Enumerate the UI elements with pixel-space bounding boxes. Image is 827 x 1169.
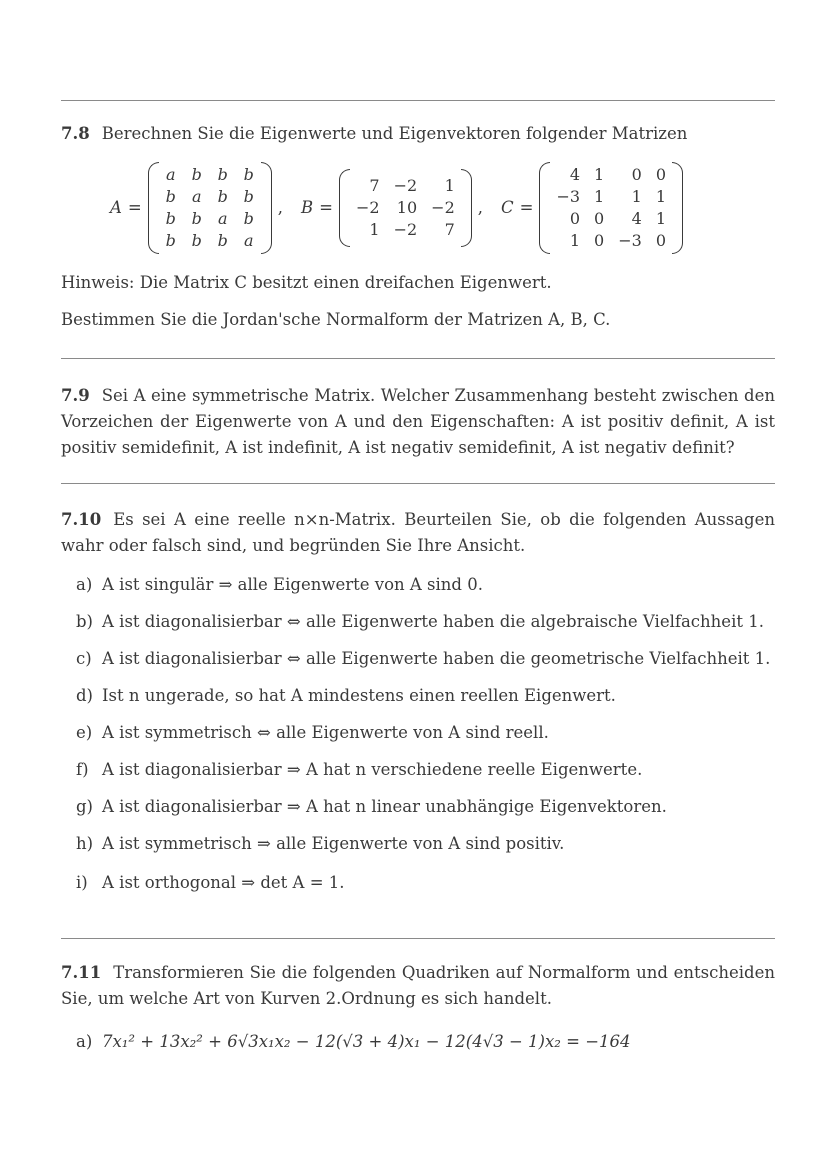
- item-label: a): [76, 1032, 93, 1051]
- item-text: A ist singulär ⇒ alle Eigenwerte von A sind 0.: [102, 575, 483, 594]
- problem-7-11-statement: [61, 960, 775, 1012]
- item-text: A ist orthogonal ⇒ det A = 1.: [102, 873, 345, 892]
- item-label: i): [76, 873, 88, 892]
- matrix-entry: b: [191, 209, 202, 228]
- item-text: A ist diagonalisierbar ⇒ A hat n linear unabhängige Eigenvektoren.: [102, 797, 667, 816]
- matrix-entry: 0: [655, 231, 667, 250]
- list-item: [76, 794, 667, 820]
- matrix-entry: 0: [569, 209, 581, 228]
- item-text: A ist symmetrisch ⇒ alle Eigenwerte von A sind positiv.: [102, 834, 565, 853]
- matrix-entry: b: [243, 165, 254, 184]
- item-label: f): [76, 760, 89, 779]
- item-label: d): [76, 686, 93, 705]
- problem-text: Transformieren Sie die folgenden Quadriken auf Normalform und entscheiden Sie, um welche Art von Kurven 2.Ordnung es sich handelt.: [61, 963, 775, 1008]
- matrix-a: [148, 162, 272, 254]
- matrix-entry: 0: [655, 165, 667, 184]
- matrix-entry: a: [243, 231, 254, 250]
- matrix-entry: 1: [631, 187, 642, 206]
- item-text: A ist diagonalisierbar ⇔ alle Eigenwerte haben die geometrische Vielfachheit 1.: [102, 649, 771, 668]
- problem-number: 7.10: [61, 510, 102, 529]
- matrix-entry: −2: [431, 198, 455, 217]
- matrix-entry: 0: [594, 209, 605, 228]
- matrix-entry: 1: [655, 187, 667, 206]
- matrix-entry: 7: [444, 220, 455, 239]
- equals-sign: =: [519, 198, 534, 217]
- list-item: [76, 572, 483, 598]
- list-item: [76, 720, 549, 746]
- matrix-entry: b: [191, 231, 202, 250]
- matrix-entry: b: [217, 165, 228, 184]
- matrix-entry: −2: [393, 220, 418, 239]
- list-item: [76, 831, 564, 857]
- item-formula: 7x₁² + 13x₂² + 6√3x₁x₂ − 12(√3 + 4)x₁ − 12(4√3 − 1)x₂ = −164: [102, 1032, 631, 1051]
- matrix-entry: 1: [655, 209, 667, 228]
- list-item: [76, 757, 642, 783]
- problem-number: 7.11: [61, 963, 102, 982]
- matrix-entry: 0: [594, 231, 605, 250]
- matrix-entry: 7: [369, 176, 380, 195]
- divider-7-10: [61, 483, 775, 484]
- problem-number: 7.9: [61, 386, 90, 405]
- matrix-c-entries: [550, 162, 672, 254]
- item-label: e): [76, 723, 93, 742]
- matrix-entry: 4: [631, 209, 642, 228]
- matrix-entry: −3: [618, 231, 642, 250]
- list-item: [76, 646, 770, 672]
- matrix-entry: b: [165, 209, 176, 228]
- matrix-entry: b: [243, 187, 254, 206]
- problem-text: Es sei A eine reelle n×n-Matrix. Beurteilen Sie, ob die folgenden Aussagen wahr oder falsch sind, und begründen Sie Ihre Ansicht.: [61, 510, 775, 555]
- divider-7-9: [61, 358, 775, 359]
- matrix-entry: a: [217, 209, 228, 228]
- matrix-b-name: B: [301, 198, 314, 217]
- matrix-entry: b: [243, 209, 254, 228]
- matrix-a-entries: [159, 162, 261, 254]
- item-text: Ist n ungerade, so hat A mindestens einen reellen Eigenwert.: [102, 686, 616, 705]
- problem-text: Berechnen Sie die Eigenwerte und Eigenvektoren folgender Matrizen: [101, 124, 688, 143]
- list-item: [76, 870, 345, 896]
- matrix-entry: −2: [393, 176, 418, 195]
- matrix-entry: 1: [594, 187, 605, 206]
- matrix-c: [539, 162, 683, 254]
- item-label: c): [76, 649, 92, 668]
- equals-sign: =: [127, 198, 142, 217]
- list-item: [76, 683, 616, 709]
- matrix-entry: b: [165, 187, 176, 206]
- problem-7-9-statement: [61, 383, 775, 461]
- matrix-entry: b: [217, 187, 228, 206]
- item-label: b): [76, 612, 93, 631]
- matrix-entry: 1: [444, 176, 455, 195]
- item-text: A ist diagonalisierbar ⇒ A hat n verschiedene reelle Eigenwerte.: [102, 760, 643, 779]
- matrix-entry: b: [191, 165, 202, 184]
- item-label: g): [76, 797, 93, 816]
- matrix-entry: a: [191, 187, 202, 206]
- problem-7-8-hint: Hinweis: Die Matrix C besitzt einen dreifachen Eigenwert.: [61, 273, 552, 292]
- matrix-c-name: C: [501, 198, 514, 217]
- matrix-entry: b: [217, 231, 228, 250]
- problem-7-8-statement: [61, 121, 687, 147]
- item-label: a): [76, 575, 93, 594]
- item-label: h): [76, 834, 94, 853]
- item-text: A ist symmetrisch ⇔ alle Eigenwerte von A sind reell.: [102, 723, 549, 742]
- matrix-entry: 0: [631, 165, 642, 184]
- problem-number: 7.8: [61, 124, 90, 143]
- matrix-entry: −2: [355, 198, 380, 217]
- list-item: [76, 609, 764, 635]
- problem-text: Sei A eine symmetrische Matrix. Welcher Zusammenhang besteht zwischen den Vorzeichen der Eigenwerte von A und den Eigenschaften: A ist positiv definit, A ist positiv semidefinit, A ist indefinit, A ist negativ semidefinit, A ist negativ definit?: [61, 386, 775, 457]
- matrix-b: [339, 169, 472, 247]
- item-text: A ist diagonalisierbar ⇔ alle Eigenwerte haben die algebraische Vielfachheit 1.: [102, 612, 764, 631]
- divider-top: [61, 100, 775, 101]
- problem-7-8-task: Bestimmen Sie die Jordan'sche Normalform der Matrizen A, B, C.: [61, 310, 611, 329]
- matrix-entry: 1: [369, 220, 380, 239]
- matrix-entry: 1: [569, 231, 581, 250]
- problem-7-10-statement: [61, 507, 775, 559]
- divider-7-11: [61, 938, 775, 939]
- matrix-entry: 10: [396, 198, 418, 217]
- equals-sign: =: [319, 198, 333, 217]
- matrix-entry: 4: [569, 165, 581, 184]
- matrix-definitions: A = a b b b b a b b b b a b b b b a , B = 7 −2 1 −2 10 −2 1 −2 7 , C = 4 1 0 0 −3 1 1 1 0 0 4 1 1 0 −3 0: [110, 160, 683, 256]
- problem-7-11-item-a: [76, 1029, 631, 1055]
- matrix-a-name: A: [110, 198, 122, 217]
- matrix-entry: −3: [556, 187, 581, 206]
- matrix-entry: 1: [594, 165, 605, 184]
- matrix-entry: a: [165, 165, 176, 184]
- matrix-entry: b: [165, 231, 176, 250]
- matrix-b-entries: [350, 169, 461, 247]
